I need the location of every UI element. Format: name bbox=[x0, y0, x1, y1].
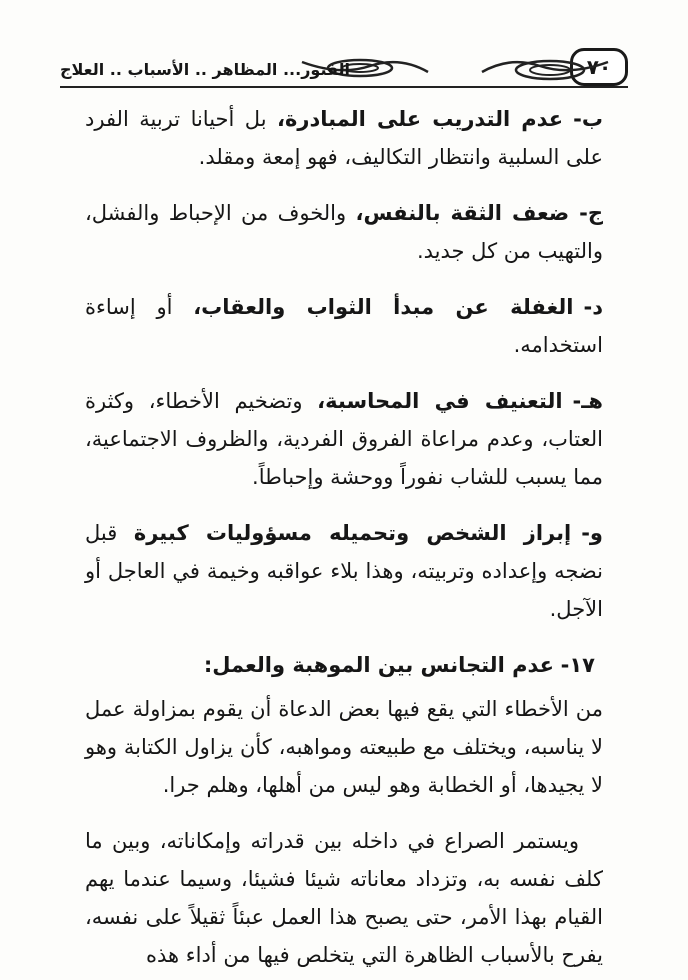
body-text bbox=[85, 100, 603, 980]
item-body: والخوف من الإحباط والفشل، والتهيب من كل جديد. bbox=[85, 201, 603, 263]
list-item bbox=[85, 288, 603, 364]
item-heading: عدم التدريب على المبادرة، bbox=[277, 107, 564, 131]
section-title: عدم التجانس بين الموهبة والعمل: bbox=[203, 653, 554, 677]
item-heading: ضعف الثقة بالنفس، bbox=[355, 201, 570, 225]
item-body: وتضخيم الأخطاء، وكثرة العتاب، وعدم مراعاة الفروق الفردية، والظروف الاجتماعية، مما يسبب للشاب نفوراً ووحشة وإحباطاً. bbox=[85, 389, 603, 489]
list-item bbox=[85, 382, 603, 496]
item-marker: ج- bbox=[579, 201, 603, 225]
list-item bbox=[85, 514, 603, 628]
item-marker: ب- bbox=[573, 107, 603, 131]
item-heading: إبراز الشخص وتحميله مسؤوليات كبيرة bbox=[133, 521, 572, 545]
item-marker: و- bbox=[581, 521, 603, 545]
item-heading: التعنيف في المحاسبة، bbox=[317, 389, 563, 413]
item-marker: د- bbox=[583, 295, 603, 319]
item-body: قبل نضجه وإعداده وتربيته، وهذا بلاء عواقبه وخيمة في العاجل أو الآجل. bbox=[85, 521, 603, 621]
page-number: ٧٠ bbox=[570, 48, 628, 86]
item-body: أو إساءة استخدامه. bbox=[85, 295, 603, 357]
item-body: بل أحيانا تربية الفرد على السلبية وانتظار التكاليف، فهو إمعة ومقلد. bbox=[85, 107, 603, 169]
header-divider bbox=[60, 86, 628, 88]
list-item bbox=[85, 194, 603, 270]
section-heading bbox=[85, 646, 603, 684]
section-paragraph: من الأخطاء التي يقع فيها بعض الدعاة أن يقوم بمزاولة عمل لا يناسبه، ويختلف مع طبيعته ومواهبه، كأن يزاول الكتابة وهو لا يجيدها، أو الخطابة وهو ليس من أهلها، وهلم جرا. bbox=[85, 697, 603, 797]
list-item bbox=[85, 100, 603, 176]
section-paragraph: ويستمر الصراع في داخله بين قدراته وإمكاناته، وبين ما كلف نفسه به، وتزداد معاناته شيئا فشيئا، وسيما عندما يهم القيام بهذا الأمر، حتى يصبح هذا العمل عبئاً ثقيلاً على نفسه، يفرح بالأسباب الظاهرة التي يتخلص فيها من أداء هذه bbox=[85, 829, 603, 967]
running-title: الفتور... المظاهر .. الأسباب .. العلاج bbox=[60, 60, 350, 79]
swirl-ornament-icon bbox=[480, 54, 610, 84]
page-header bbox=[60, 48, 628, 92]
section-number: ١٧- bbox=[560, 653, 595, 677]
item-marker: هـ- bbox=[572, 389, 603, 413]
item-heading: الغفلة عن مبدأ الثواب والعقاب، bbox=[193, 295, 574, 319]
